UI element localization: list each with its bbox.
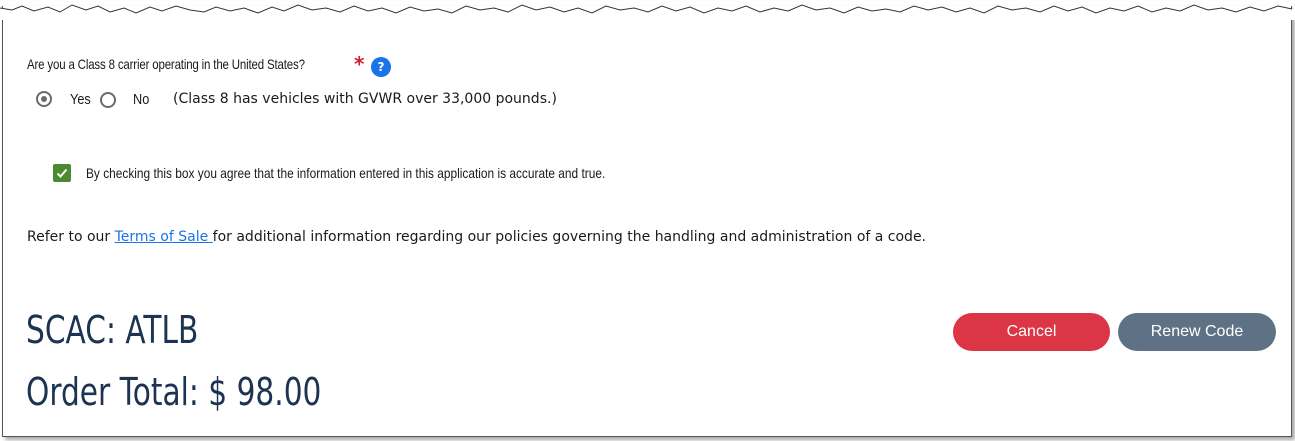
class8-radio-group [36, 91, 557, 108]
renew-code-button[interactable]: Renew Code [1118, 313, 1276, 351]
required-marker: * [354, 52, 365, 76]
terms-suffix: for additional information regarding our policies governing the handling and administration of a code. [212, 229, 927, 245]
help-icon[interactable]: ? [371, 57, 391, 77]
radio-no[interactable] [100, 92, 116, 108]
terms-prefix: Refer to our [27, 229, 115, 245]
torn-edge [0, 0, 1295, 20]
order-total: Order Total: $ 98.00 [26, 370, 322, 414]
agreement-checkbox[interactable] [53, 164, 71, 182]
checkmark-icon [56, 167, 68, 179]
radio-no-label[interactable]: No [133, 91, 150, 108]
agreement-text: By checking this box you agree that the information entered in this application is accurate and true. [86, 165, 606, 181]
radio-yes-label[interactable]: Yes [70, 91, 91, 108]
terms-notice [27, 229, 926, 245]
cancel-button[interactable]: Cancel [953, 313, 1110, 351]
radio-yes[interactable] [36, 91, 52, 107]
class8-question [27, 56, 366, 72]
terms-of-sale-link[interactable]: Terms of Sale [114, 229, 213, 245]
agreement-row [53, 164, 697, 182]
scac-code: SCAC: ATLB [26, 308, 199, 352]
class8-question-label: Are you a Class 8 carrier operating in the United States? [27, 56, 305, 72]
class8-note: (Class 8 has vehicles with GVWR over 33,000 pounds.) [173, 91, 557, 107]
